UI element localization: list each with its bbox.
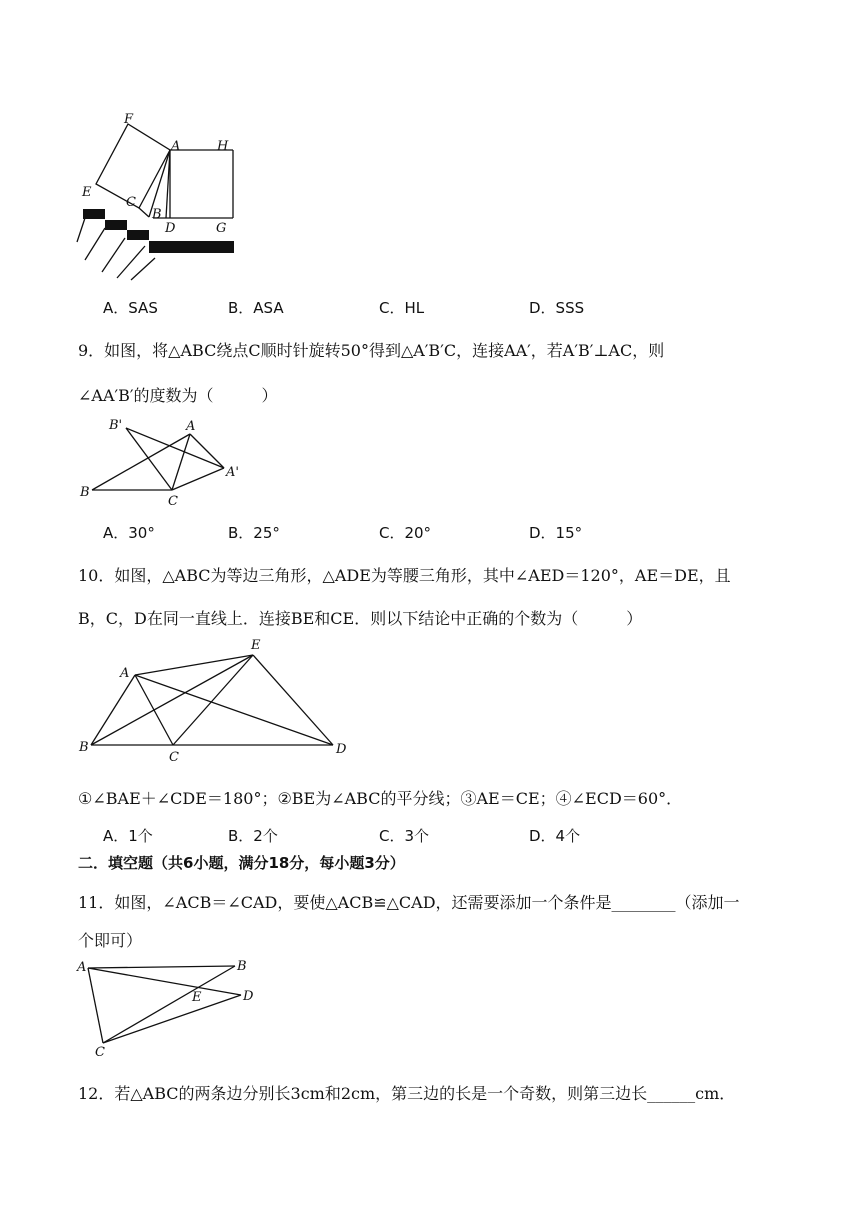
q10-label-A: A xyxy=(120,666,130,681)
q10-statements: ①∠BAE＋∠CDE＝180°；②BE为∠ABC的平分线；③AE＝CE；④∠ECD＝60°． xyxy=(78,789,683,808)
q10-option-c: C．3个 xyxy=(379,827,430,845)
q11-figure xyxy=(75,957,260,1062)
q10-label-C: C xyxy=(169,750,179,765)
q9-text-line1: 9．如图，将△ABC绕点C顺时针旋转50°得到△A′B′C，连接AA′，若A′B′⊥AC，则 xyxy=(78,341,665,360)
q11-text-line1: 11．如图，∠ACB＝∠CAD，要使△ACB≌△CAD，还需要添加一个条件是________（添加一 xyxy=(78,893,740,912)
q9-option-a: A．30° xyxy=(103,524,155,542)
q9-label-Bp: B' xyxy=(109,418,123,433)
q8-label-A: A xyxy=(171,139,181,154)
q11-label-D: D xyxy=(243,989,254,1004)
q11-label-A: A xyxy=(77,960,87,975)
q9-option-d: D．15° xyxy=(529,524,583,542)
q10-option-b: B．2个 xyxy=(228,827,278,845)
q10-label-D: D xyxy=(336,742,347,757)
q8-option-d: D．SSS xyxy=(529,299,585,317)
q11-label-E: E xyxy=(192,990,202,1005)
q12-text-line1: 12．若△ABC的两条边分别长3cm和2cm，第三边的长是一个奇数，则第三边长______cm． xyxy=(78,1084,736,1103)
q8-figure xyxy=(75,110,255,285)
q9-label-B: B xyxy=(80,485,90,500)
q8-label-E: E xyxy=(82,185,92,200)
q8-option-a: A．SAS xyxy=(103,299,158,317)
q9-figure xyxy=(76,412,256,507)
q10-option-d: D．4个 xyxy=(529,827,581,845)
q8-label-C: C xyxy=(126,195,136,210)
q11-label-C: C xyxy=(95,1045,105,1060)
q9-text-line2: ∠AA′B′的度数为（ ） xyxy=(78,386,278,405)
q10-option-a: A．1个 xyxy=(103,827,153,845)
q10-text-line2: B，C，D在同一直线上．连接BE和CE．则以下结论中正确的个数为（ ） xyxy=(78,609,643,628)
q8-label-F: F xyxy=(124,112,134,127)
q9-label-A: A xyxy=(186,419,196,434)
q11-text-line2: 个即可） xyxy=(78,931,143,950)
q10-label-E: E xyxy=(251,638,261,653)
q9-label-Ap: A' xyxy=(226,465,239,480)
section-heading-fill-in: 二．填空题（共6小题，满分18分，每小题3分） xyxy=(78,854,405,872)
q9-option-c: C．20° xyxy=(379,524,432,542)
q10-text-line1: 10．如图，△ABC为等边三角形，△ADE为等腰三角形，其中∠AED＝120°，AE＝DE，且 xyxy=(78,566,731,585)
q8-label-B: B xyxy=(152,207,162,222)
q11-label-B: B xyxy=(237,959,247,974)
q8-label-G: G xyxy=(216,221,227,236)
q10-figure xyxy=(75,633,360,768)
q8-option-c: C．HL xyxy=(379,299,425,317)
q9-label-C: C xyxy=(168,494,178,507)
q8-label-H: H xyxy=(217,139,229,154)
q8-label-D: D xyxy=(165,221,176,236)
q9-option-b: B．25° xyxy=(228,524,280,542)
q10-label-B: B xyxy=(79,740,89,755)
q8-option-b: B．ASA xyxy=(228,299,284,317)
